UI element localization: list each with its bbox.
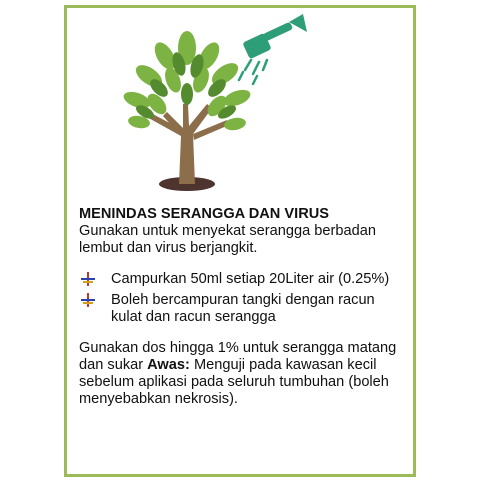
note-text xyxy=(79,340,409,408)
bullet-text: Boleh bercampuran tangki dengan racun kulat dan racun serangga xyxy=(111,292,375,325)
illustration xyxy=(67,8,413,198)
bullet-icon xyxy=(81,272,95,286)
note-part2: Menguji pada kawasan kecil sebelum aplikasi pada seluruh tumbuhan (boleh menyebabkan nekrosis). xyxy=(79,357,389,407)
card-title: MENINDAS SERANGGA DAN VIRUS xyxy=(79,206,330,222)
list-item xyxy=(79,271,409,288)
watering-can-icon xyxy=(239,14,307,84)
tree-icon xyxy=(121,31,252,191)
list-item xyxy=(79,292,409,326)
card-text xyxy=(79,206,409,408)
awas-label: Awas: xyxy=(147,357,190,373)
bullet-icon xyxy=(81,293,95,307)
bullet-text: Campurkan 50ml setiap 20Liter air (0.25%) xyxy=(111,271,390,287)
bullet-list xyxy=(79,271,409,326)
info-card xyxy=(64,5,416,477)
note-part1: Gunakan dos hingga 1% untuk serangga matang dan sukar xyxy=(79,340,397,373)
intro-text: Gunakan untuk menyekat serangga berbadan lembut dan virus berjangkit. xyxy=(79,223,376,256)
